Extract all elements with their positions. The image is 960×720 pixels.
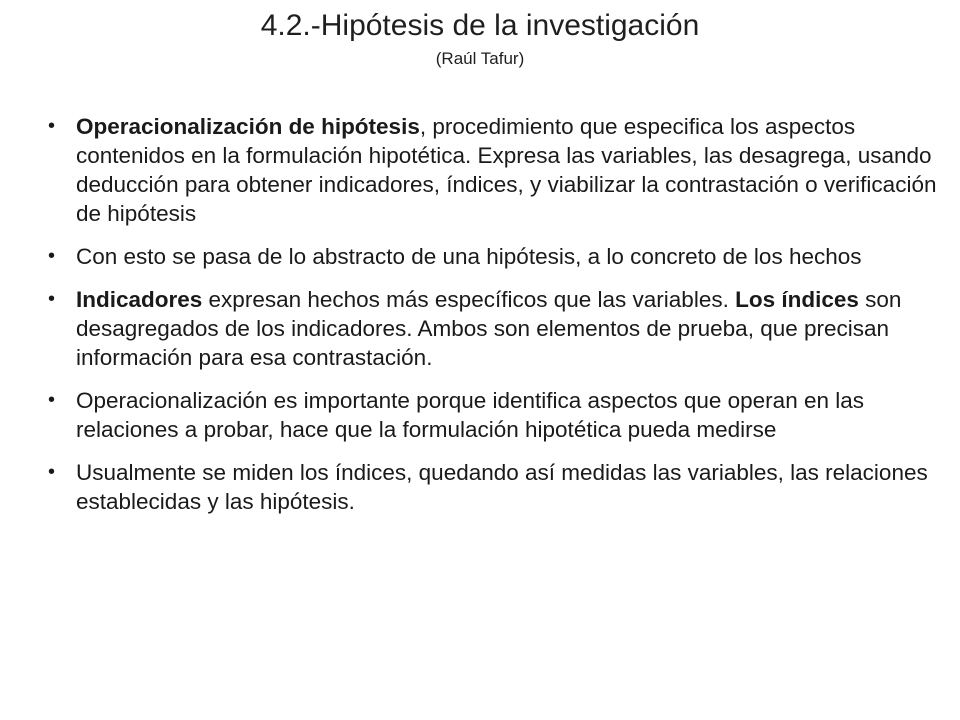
- bullet-list: [48, 112, 948, 516]
- bullet-bold-text: Indicadores: [76, 287, 203, 312]
- bullet-text: Operacionalización es importante porque identifica aspectos que operan en las relaciones a probar, hace que la formulación hipotética pueda medirse: [76, 388, 864, 442]
- bullet-text: Usualmente se miden los índices, quedando así medidas las variables, las relaciones establecidas y las hipótesis.: [76, 460, 928, 514]
- bullet-icon: •: [48, 461, 56, 483]
- bullet-item: [48, 285, 948, 372]
- bullet-text: expresan hechos más específicos que las variables.: [202, 287, 736, 312]
- slide-content: [48, 112, 948, 530]
- bullet-bold-text: Los índices: [735, 287, 859, 312]
- bullet-text: son desagregados de los indicadores. Ambos son elementos de prueba, que precisan información para esa contrastación.: [76, 287, 902, 370]
- bullet-text: Con esto se pasa de lo abstracto de una hipótesis, a lo concreto de los hechos: [76, 244, 862, 269]
- bullet-item: [48, 112, 948, 228]
- bullet-icon: •: [48, 115, 56, 137]
- bullet-icon: •: [48, 389, 56, 411]
- bullet-bold-text: Operacionalización de hipótesis: [76, 114, 420, 139]
- slide-title: 4.2.-Hipótesis de la investigación: [260, 9, 700, 42]
- bullet-item: [48, 458, 948, 516]
- bullet-item: [48, 386, 948, 444]
- slide-subtitle: (Raúl Tafur): [435, 49, 525, 68]
- bullet-icon: •: [48, 245, 56, 267]
- bullet-item: [48, 242, 948, 271]
- bullet-icon: •: [48, 288, 56, 310]
- bullet-text: , procedimiento que especifica los aspectos contenidos en la formulación hipotética. Expresa las variables, las desagrega, usando deducción para obtener indicadores, índices, y viabilizar la contrastación o verificación de hipótesis: [76, 114, 937, 226]
- title-block: [0, 8, 960, 70]
